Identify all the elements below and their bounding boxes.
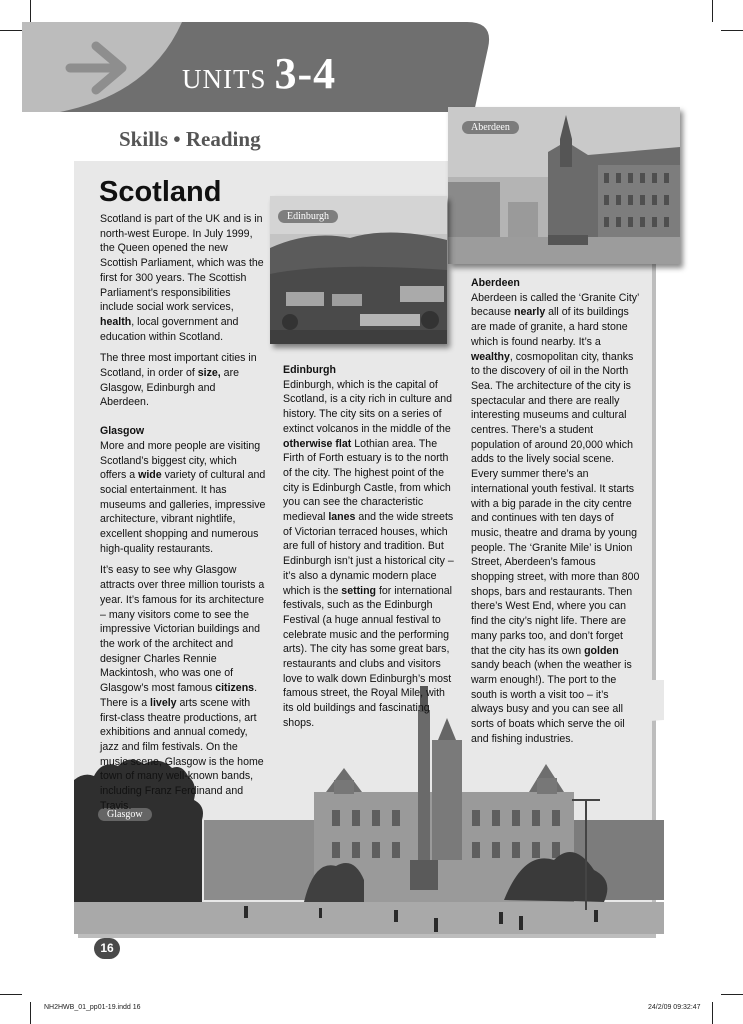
section-subtitle: Skills • Reading: [119, 127, 261, 151]
cities-paragraph: The three most important cities in Scotland, in order of size, are Glasgow, Edinburgh and Aberdeen.: [100, 352, 257, 409]
crop-mark: [0, 994, 22, 995]
crop-mark: [30, 0, 31, 22]
aberdeen-paragraph: Aberdeen is called the ‘Granite City’ because nearly all of its buildings are made of granite, a hard stone which is found nearby. It’s a wealthy, cosmopolitan city, thanks to the discovery of oil in the North Sea. The architecture of the city is spectacular and there are really interesting museums and cultural centres. There’s a student population of around 20,000 which adds to the lively social scene. Every summer there’s an international youth festival. It starts with a big parade in the city centre and continues with ten days of music, theatre and drama by young people. The ‘Granite Mile’ is Union Street, Aberdeen’s famous shopping street, with more than 800 shops, bars and restaurants. Then there’s West End, where you can find the city’s night life. There are many parks too, and don’t forget that the city has its own golden sandy beach (when the weather is warm enough!). The port to the south is worth a visit too – it’s always busy and you can see all sorts of boats which serve the oil and fishing industries.: [471, 291, 640, 745]
edinburgh-paragraph: Edinburgh, which is the capital of Scotland, is a city rich in culture and history. The city sits on a series of extinct volcanos in the middle of the otherwise flat Lothian area. The Firth of Forth estuary is to the north of the city. The highest point of the city is Edinburgh Castle, from which you can see the characteristic medieval lanes and the wide streets of Victorian terraced houses, which are full of history and tradition. But Edinburgh isn’t just a historical city – it’s also a dynamic modern place which is the setting for international festivals, such as the Edinburgh Festival (a huge annual festival to celebrate music and the performing arts). The city has some great bars, restaurants and clubs and visitors love to walk down Edinburgh’s most famous street, the Royal Mile, with its old buildings and fascinating shops.: [283, 378, 454, 729]
intro-paragraph: Scotland is part of the UK and is in north-west Europe. In July 1999, the Queen opened the new Scottish Parliament, which was the first for 300 years. The Scottish Parliament’s responsibilities include social work services, health, local government and education within Scotland.: [100, 213, 264, 343]
crop-mark: [0, 30, 22, 31]
column-aberdeen: [471, 276, 641, 754]
crop-mark: [712, 1002, 713, 1024]
column-glasgow: [100, 212, 266, 820]
glasgow-paragraph-2: It’s easy to see why Glasgow attracts over three million tourists a year. It’s famous for its architecture – many visitors come to see the impressive Victorian buildings and the work of the architect and designer Charles Rennie Mackintosh, who was one of Glasgow’s most famous citizens. There is a lively arts scene with first-class theatre productions, art exhibitions and annual comedy, jazz and film festivals. On the music scene, Glasgow is the home town of many well-known bands, including Franz Ferdinand and Travis.: [100, 564, 265, 812]
glasgow-label: Glasgow: [98, 808, 152, 821]
footer-file-name: NH2HWB_01_pp01-19.indd 16: [44, 1004, 141, 1011]
aberdeen-label: Aberdeen: [462, 121, 519, 134]
units-heading: [182, 48, 336, 99]
units-word: UNITS: [182, 64, 267, 94]
units-number: 3-4: [274, 49, 337, 98]
crop-mark: [721, 30, 743, 31]
page-number: 16: [94, 938, 120, 959]
crop-mark: [721, 994, 743, 995]
glasgow-heading: Glasgow: [100, 425, 145, 438]
footer-timestamp: 24/2/09 09:32:47: [648, 1004, 701, 1011]
edinburgh-photo: [270, 196, 447, 344]
edinburgh-label: Edinburgh: [278, 210, 338, 223]
aberdeen-heading: Aberdeen: [471, 277, 520, 289]
column-edinburgh: [283, 363, 455, 738]
crop-mark: [30, 1002, 31, 1024]
crop-mark: [712, 0, 713, 22]
aberdeen-photo: [448, 107, 680, 264]
glasgow-paragraph-1: More and more people are visiting Scotland’s biggest city, which offers a wide variety of cultural and social entertainment. It has museums and galleries, impressive architecture, vibrant nightlife, excellent shopping and numerous high-quality restaurants.: [100, 439, 266, 555]
edinburgh-heading: Edinburgh: [283, 364, 336, 376]
article-title: Scotland: [99, 176, 222, 208]
